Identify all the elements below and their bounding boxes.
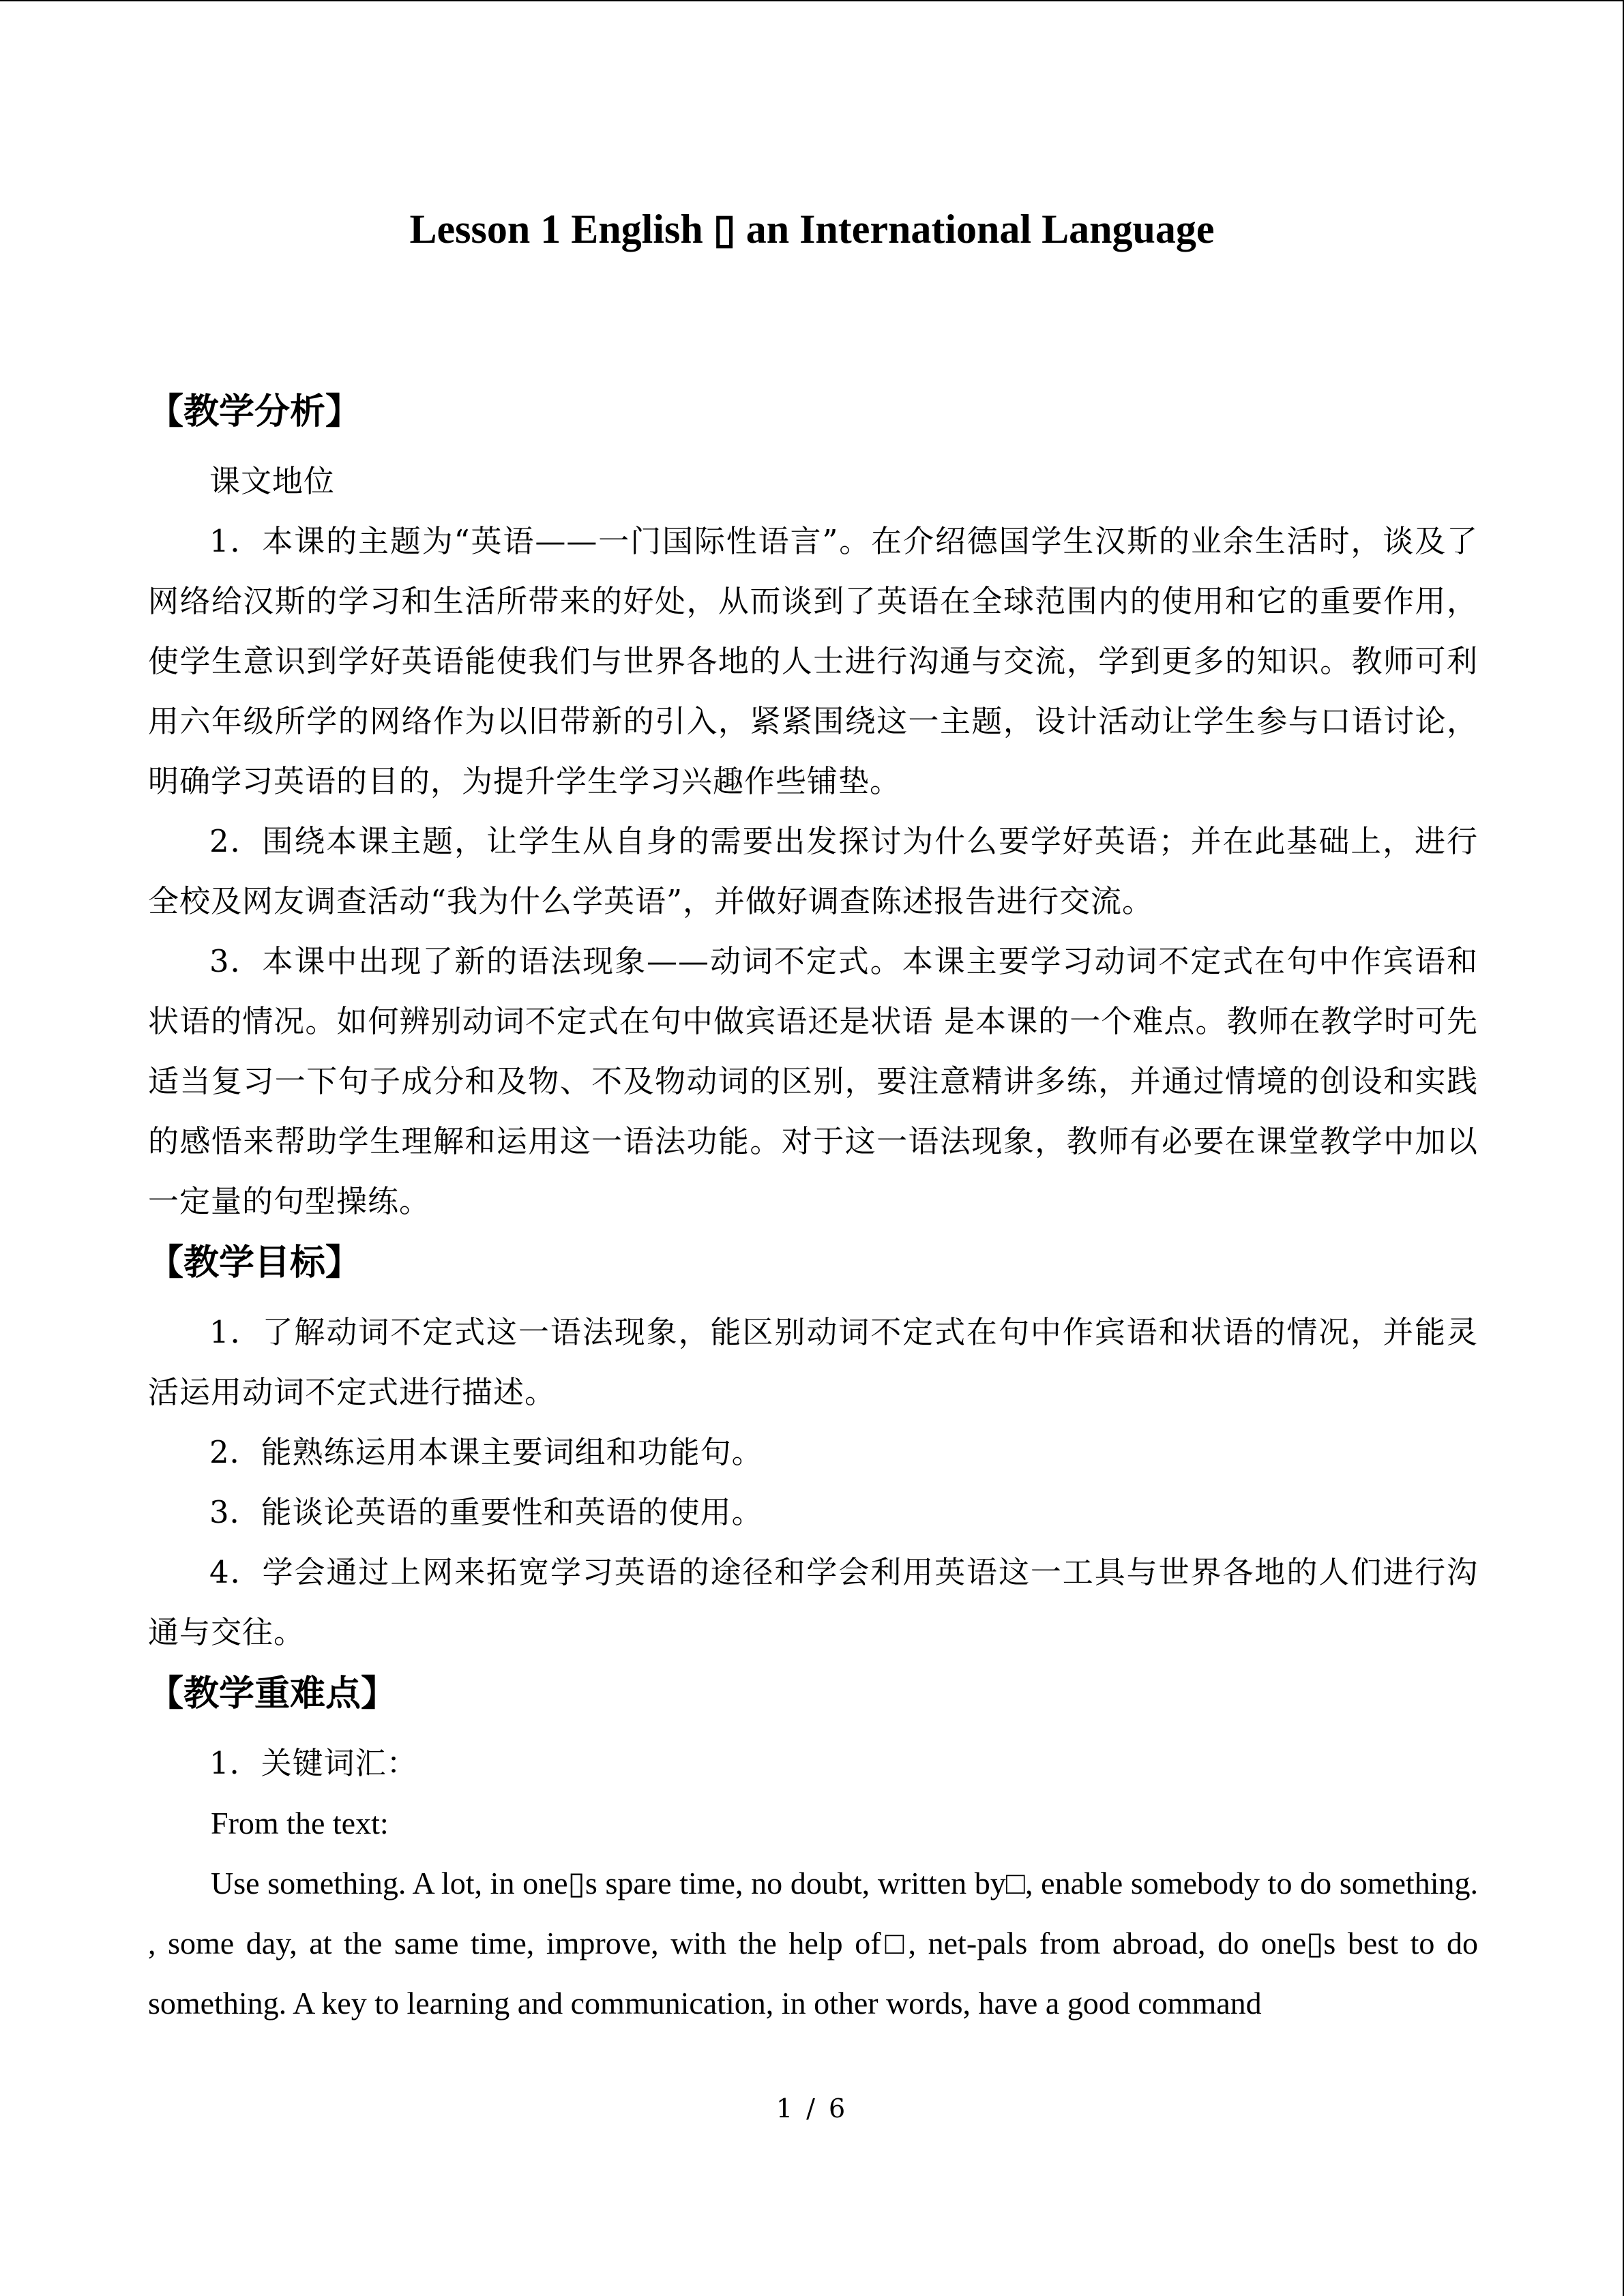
document-title: Lesson 1 English ▯ an International Language [409, 207, 1215, 252]
spacer [148, 1293, 1478, 1302]
section-heading-key-difficult-points: 【教学重难点】 [148, 1673, 397, 1714]
goal-item-2: 2．能熟练运用本课主要词组和功能句。 [209, 1434, 763, 1470]
from-the-text-label: From the text: [211, 1806, 389, 1840]
document-body [148, 382, 1478, 2033]
key-vocabulary-label: 1．关键词汇： [209, 1745, 418, 1781]
goal-item-4: 4．学会通过上网来拓宽学习英语的途径和学会利用英语这一工具与世界各地的人们进行沟通与交往。 [148, 1554, 1478, 1650]
section-heading-teaching-goals: 【教学目标】 [148, 1242, 361, 1283]
goal-item-1: 1．了解动词不定式这一语法现象，能区别动词不定式在句中作宾语和状语的情况，并能灵活运用动词不定式进行描述。 [148, 1314, 1478, 1410]
vocabulary-list-paragraph: Use something. A lot, in one▯s spare time, no doubt, written by□, enable somebody to do something. , some day, at the same time, improve, with the help of□, net-pals from abroad, do one▯s best to do something. A key to learning and communication, in other words, have a good command [148, 1866, 1478, 2021]
page-number: 1 / 6 [776, 2093, 848, 2123]
spacer [148, 442, 1478, 451]
analysis-paragraph-1: 1．本课的主题为“英语——一门国际性语言”。在介绍德国学生汉斯的业余生活时，谈及了网络给汉斯的学习和生活所带来的好处，从而谈到了英语在全球范围内的使用和它的重要作用，使学生意识到学好英语能使我们与世界各地的人士进行沟通与交流，学到更多的知识。教师可利用六年级所学的网络作为以旧带新的引入，紧紧围绕这一主题，设计活动让学生参与口语讨论，明确学习英语的目的，为提升学生学习兴趣作些铺垫。 [148, 523, 1478, 799]
subheading-text-position: 课文地位 [209, 463, 336, 499]
analysis-paragraph-2: 2．围绕本课主题，让学生从自身的需要出发探讨为什么要学好英语；并在此基础上，进行全校及网友调查活动“我为什么学英语”，并做好调查陈述报告进行交流。 [148, 823, 1478, 919]
goal-item-3: 3．能谈论英语的重要性和英语的使用。 [209, 1494, 763, 1530]
spacer [148, 1724, 1478, 1733]
analysis-paragraph-3: 3．本课中出现了新的语法现象——动词不定式。本课主要学习动词不定式在句中作宾语和状语的情况。如何辨别动词不定式在句中做宾语还是状语 是本课的一个难点。教师在教学时可先适当复习一下句子成分和及物、不及物动词的区别，要注意精讲多练，并通过情境的创设和实践的感悟来帮助学生理解和运用这一语法功能。对于这一语法现象，教师有必要在课堂教学中加以一定量的句型操练。 [148, 943, 1478, 1219]
section-heading-teaching-analysis: 【教学分析】 [148, 391, 361, 432]
